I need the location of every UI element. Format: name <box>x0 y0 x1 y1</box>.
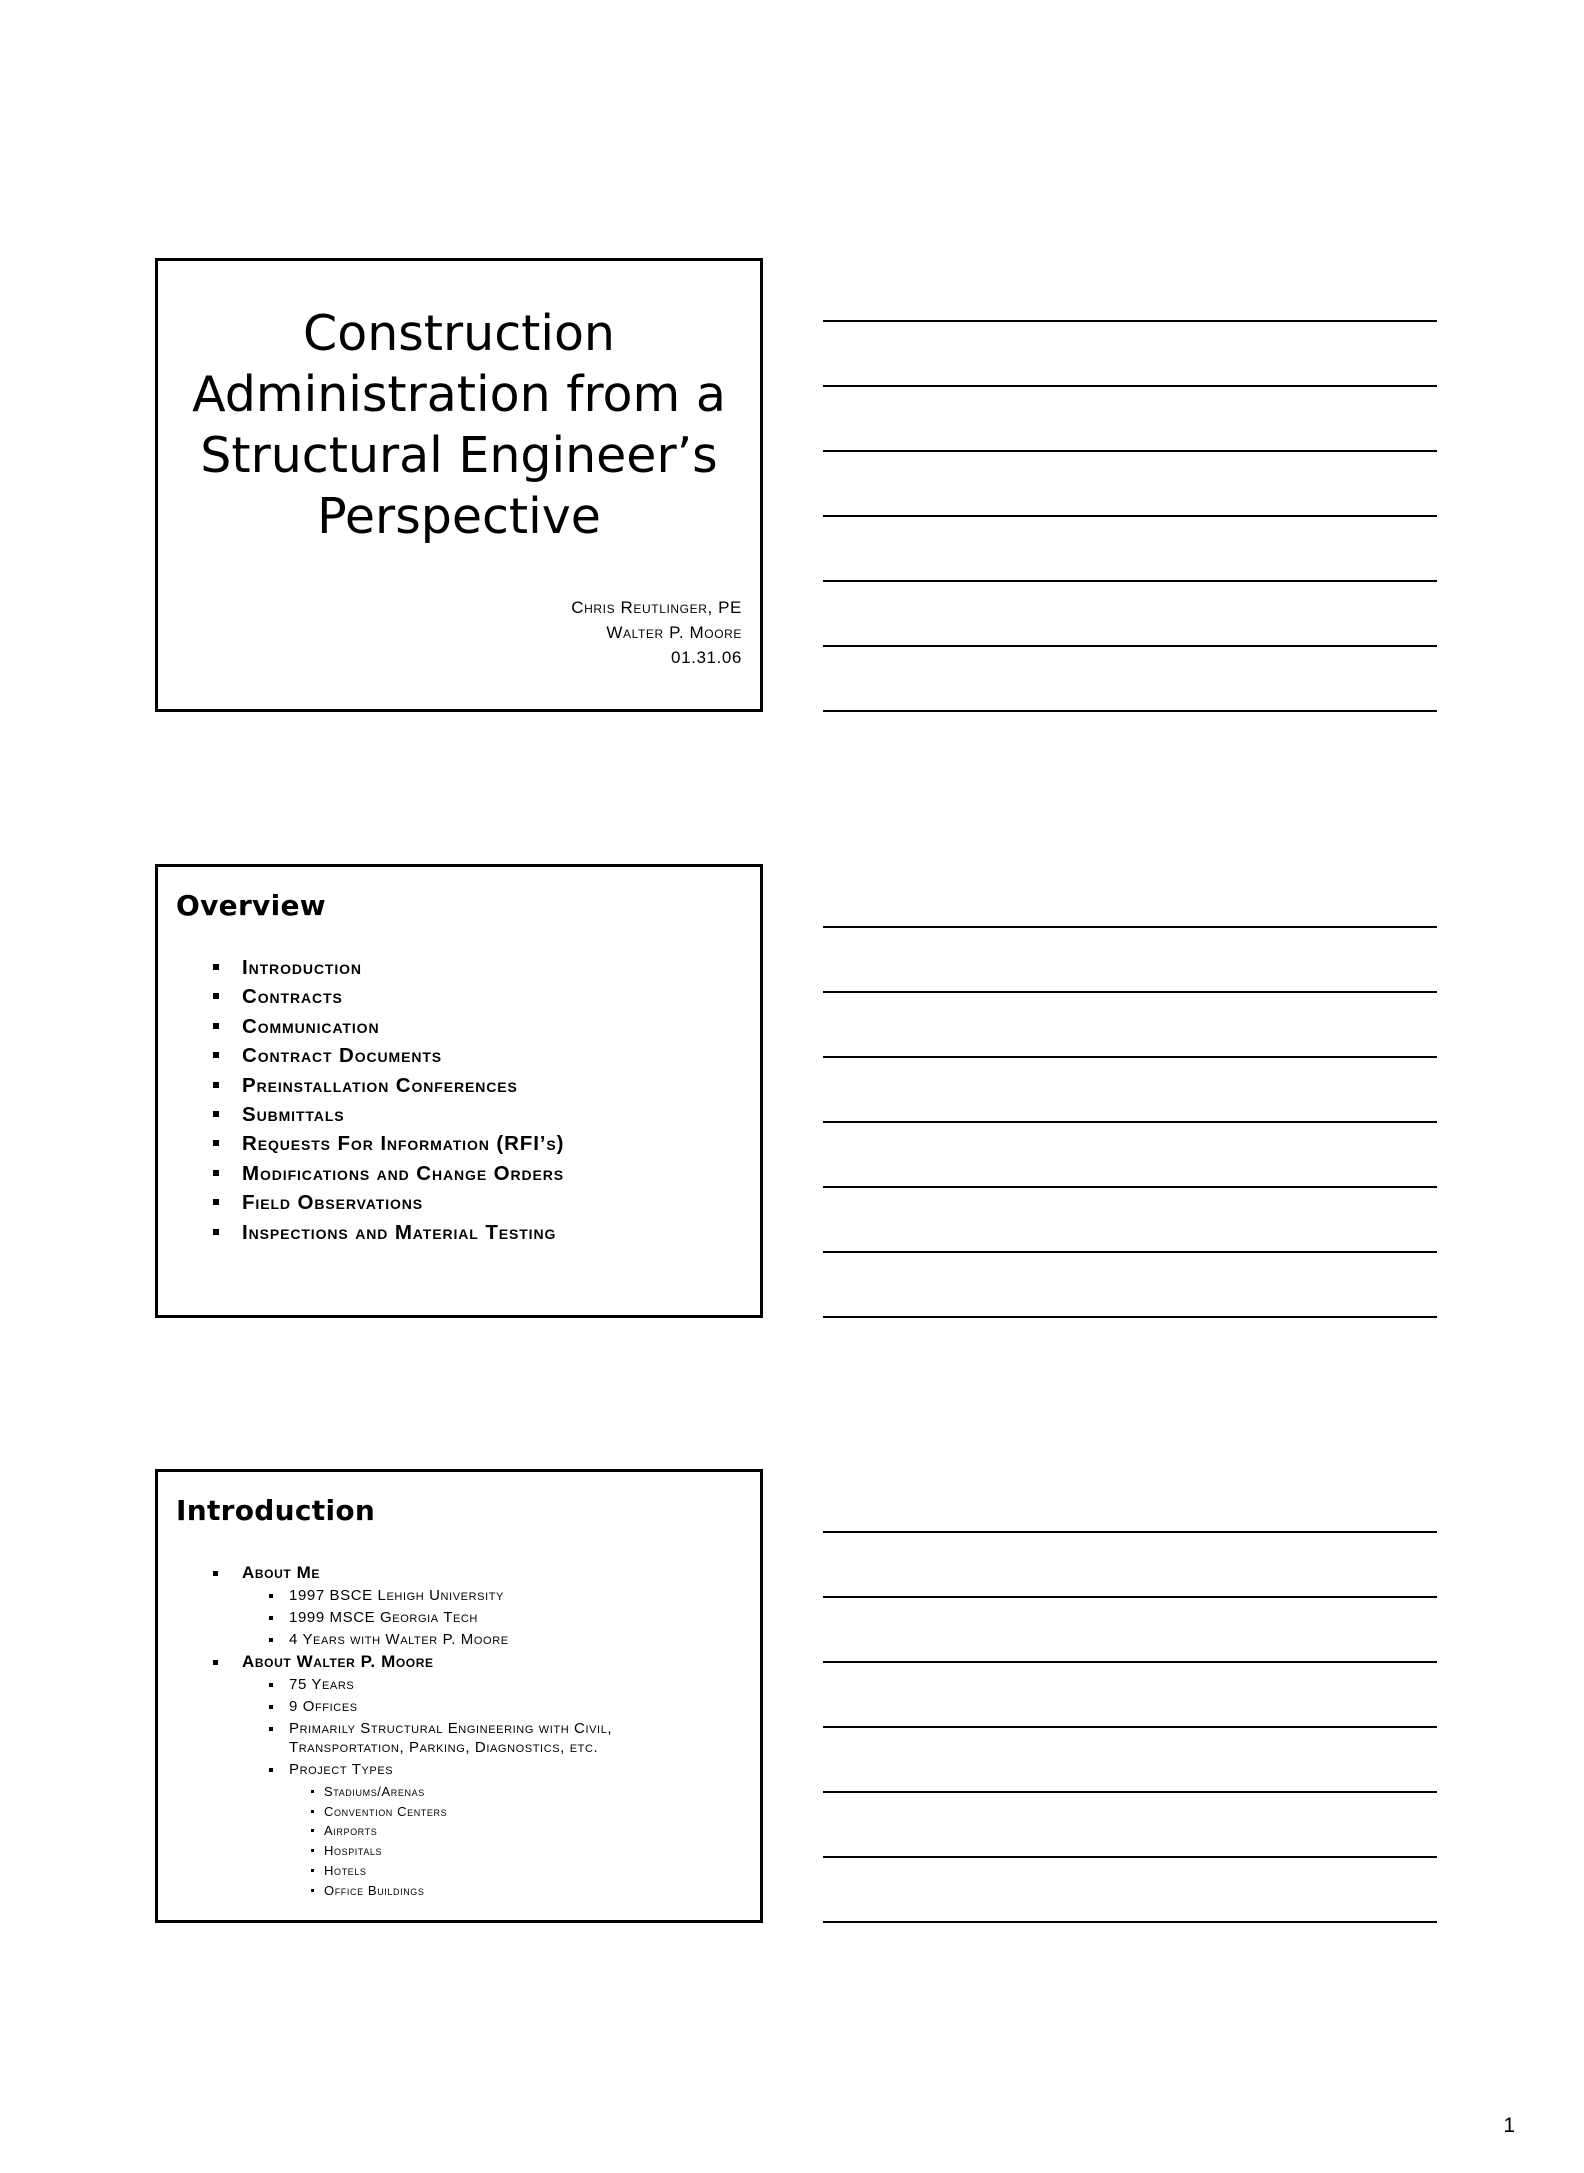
note-line <box>823 1856 1437 1858</box>
note-line <box>823 1251 1437 1253</box>
note-line <box>823 1726 1437 1728</box>
list-item: Field Observations <box>213 1188 564 1217</box>
note-line <box>823 1316 1437 1318</box>
slide-heading: Overview <box>176 889 326 922</box>
list-item <box>269 1759 679 1900</box>
presentation-date: 01.31.06 <box>671 648 742 667</box>
note-line <box>823 926 1437 928</box>
list-item: 1999 MSCE Georgia Tech <box>269 1607 679 1629</box>
title-line: Structural Engineer’s <box>200 427 718 484</box>
sub-list <box>269 1674 679 1901</box>
notes-lines-3 <box>823 1469 1437 1923</box>
list-item: Preinstallation Conferences <box>213 1071 564 1100</box>
list-item: Stadiums/Arenas <box>311 1782 679 1802</box>
list-item: Communication <box>213 1012 564 1041</box>
title-line: Construction <box>303 305 615 362</box>
note-line <box>823 320 1437 322</box>
note-line <box>823 385 1437 387</box>
sub-list <box>269 1585 679 1652</box>
list-item: Hotels <box>311 1861 679 1881</box>
list-item: 75 Years <box>269 1674 679 1696</box>
list-item: Requests For Information (RFI’s) <box>213 1129 564 1158</box>
list-item: 4 Years with Walter P. Moore <box>269 1629 679 1651</box>
note-line <box>823 1921 1437 1923</box>
note-line <box>823 1121 1437 1123</box>
page-number: 1 <box>1503 2114 1515 2137</box>
title-line: Perspective <box>317 488 601 545</box>
note-line <box>823 1596 1437 1598</box>
list-item: Inspections and Material Testing <box>213 1218 564 1247</box>
list-item: Office Buildings <box>311 1881 679 1901</box>
note-line <box>823 645 1437 647</box>
list-item-label: Project Types <box>289 1761 394 1779</box>
list-item: Primarily Structural Engineering with Civil, Transportation, Parking, Diagnostics, etc. <box>269 1718 679 1759</box>
list-item-label: About Walter P. Moore <box>242 1652 434 1672</box>
author-block <box>571 595 742 670</box>
presentation-title <box>158 303 760 547</box>
list-item: Hospitals <box>311 1841 679 1861</box>
sub-list <box>311 1782 679 1901</box>
slide-3-introduction <box>155 1469 763 1923</box>
slide-1-title <box>155 258 763 712</box>
list-item: Airports <box>311 1821 679 1841</box>
author-name: Chris Reutlinger, PE <box>571 598 742 617</box>
note-line <box>823 1661 1437 1663</box>
note-line <box>823 580 1437 582</box>
list-item: Introduction <box>213 953 564 982</box>
note-line <box>823 1531 1437 1533</box>
slide-2-overview <box>155 864 763 1318</box>
note-line <box>823 1791 1437 1793</box>
list-item: 9 Offices <box>269 1696 679 1718</box>
list-item: Contract Documents <box>213 1041 564 1070</box>
title-line: Administration from a <box>192 366 726 423</box>
note-line <box>823 1056 1437 1058</box>
note-line <box>823 710 1437 712</box>
overview-list <box>213 953 564 1247</box>
list-item: Submittals <box>213 1100 564 1129</box>
list-item-label: About Me <box>242 1563 320 1582</box>
notes-lines-1 <box>823 258 1437 712</box>
slide-heading: Introduction <box>176 1494 376 1527</box>
list-item: Convention Centers <box>311 1802 679 1822</box>
notes-lines-2 <box>823 864 1437 1318</box>
note-line <box>823 991 1437 993</box>
note-line <box>823 515 1437 517</box>
introduction-list <box>213 1562 679 1901</box>
list-item <box>213 1562 679 1651</box>
list-item: Modifications and Change Orders <box>213 1159 564 1188</box>
list-item: 1997 BSCE Lehigh University <box>269 1585 679 1607</box>
list-item: Contracts <box>213 982 564 1011</box>
company-name: Walter P. Moore <box>606 623 742 642</box>
list-item <box>213 1651 679 1900</box>
note-line <box>823 450 1437 452</box>
note-line <box>823 1186 1437 1188</box>
